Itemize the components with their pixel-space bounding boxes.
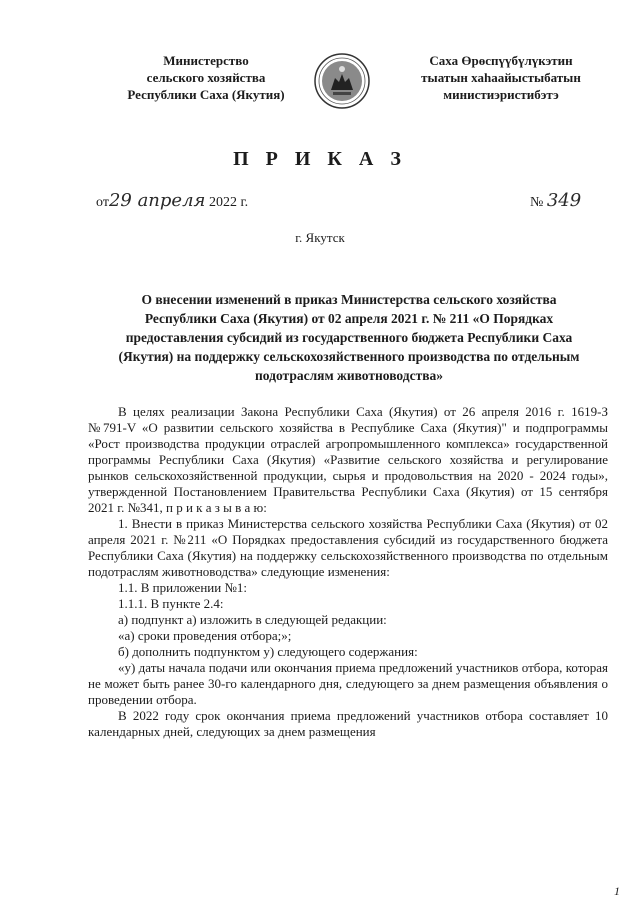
header-left-line: Республики Саха (Якутия) <box>127 87 285 102</box>
number-prefix: № <box>530 195 544 210</box>
paragraph: 1.1. В приложении №1: <box>118 580 247 595</box>
paragraph: 1.1.1. В пункте 2.4: <box>118 596 224 611</box>
header-right-line: министиэристибэтэ <box>443 87 559 102</box>
header-left-line: сельского хозяйства <box>146 70 266 85</box>
paragraph: а) подпункт а) изложить в следующей редакции: <box>118 612 387 627</box>
paragraph: б) дополнить подпунктом у) следующего содержания: <box>118 644 418 659</box>
header-right-line: тыатын хаһаайыстыбатын <box>421 70 581 85</box>
ministry-name-yakut <box>396 52 606 103</box>
document-title: П Р И К А З <box>233 148 407 170</box>
ministry-name-russian <box>106 52 306 103</box>
paragraph: В целях реализации Закона Республики Саха (Якутия) от 26 апреля 2016 г. 1619-З №791-V «О развитии сельского хозяйства в Республике Саха (Якутия)" и подпрограммы «Рост производства продукции отраслей агропромышленного комплекса» государственной программы Республики Саха (Якутия) «Развитие сельского хозяйства и регулирование рынков сельскохозяйственной продукции, сырья и продовольствия на 2020 - 2024 годы», утвержденной Постановлением Правительства Республики Саха (Якутия) от 15 сентября 2021 г. №341, п р и к а з ы в а ю: <box>88 404 608 515</box>
order-number <box>530 190 581 211</box>
paragraph: 1. Внести в приказ Министерства сельского хозяйства Республики Саха (Якутия) от 02 апреля 2021 г. №211 «О Порядках предоставления субсидий из государственного бюджета Республики Саха (Якутия) на поддержку сельскохозяйственного производства по отдельным подотраслям животноводства» следующие изменения: <box>88 516 608 579</box>
header-right-line: Саха Өрөспүүбүлүкэтин <box>429 53 573 68</box>
handwritten-number: 349 <box>546 190 582 211</box>
city: г. Якутск <box>295 230 345 245</box>
order-body <box>88 404 608 740</box>
paragraph: «а) сроки проведения отбора;»; <box>118 628 292 643</box>
date-prefix: от <box>96 195 109 210</box>
handwritten-date: 29 апреля <box>108 190 206 211</box>
order-date <box>96 190 248 211</box>
order-subject: О внесении изменений в приказ Министерства сельского хозяйства Республики Саха (Якутия) от 02 апреля 2021 г. № 211 «О Порядках предоставления субсидий из государственного бюджета Республики Саха (Якутия) на поддержку сельскохозяйственного производства по отдельным подотраслям животноводства» <box>118 292 580 383</box>
paragraph: В 2022 году срок окончания приема предложений участников отбора составляет 10 календарных дней, следующих за днем размещения <box>88 708 608 739</box>
page-number: 1 <box>614 884 620 898</box>
date-year: 2022 г. <box>208 195 249 210</box>
header-left-line: Министерство <box>163 53 249 68</box>
paragraph: «у) даты начала подачи или окончания приема предложений участников отбора, которая не может быть ранее 30-го календарного дня, следующего за днем размещения объявления о проведении отбора. <box>88 660 608 707</box>
coat-of-arms-icon <box>313 52 371 110</box>
